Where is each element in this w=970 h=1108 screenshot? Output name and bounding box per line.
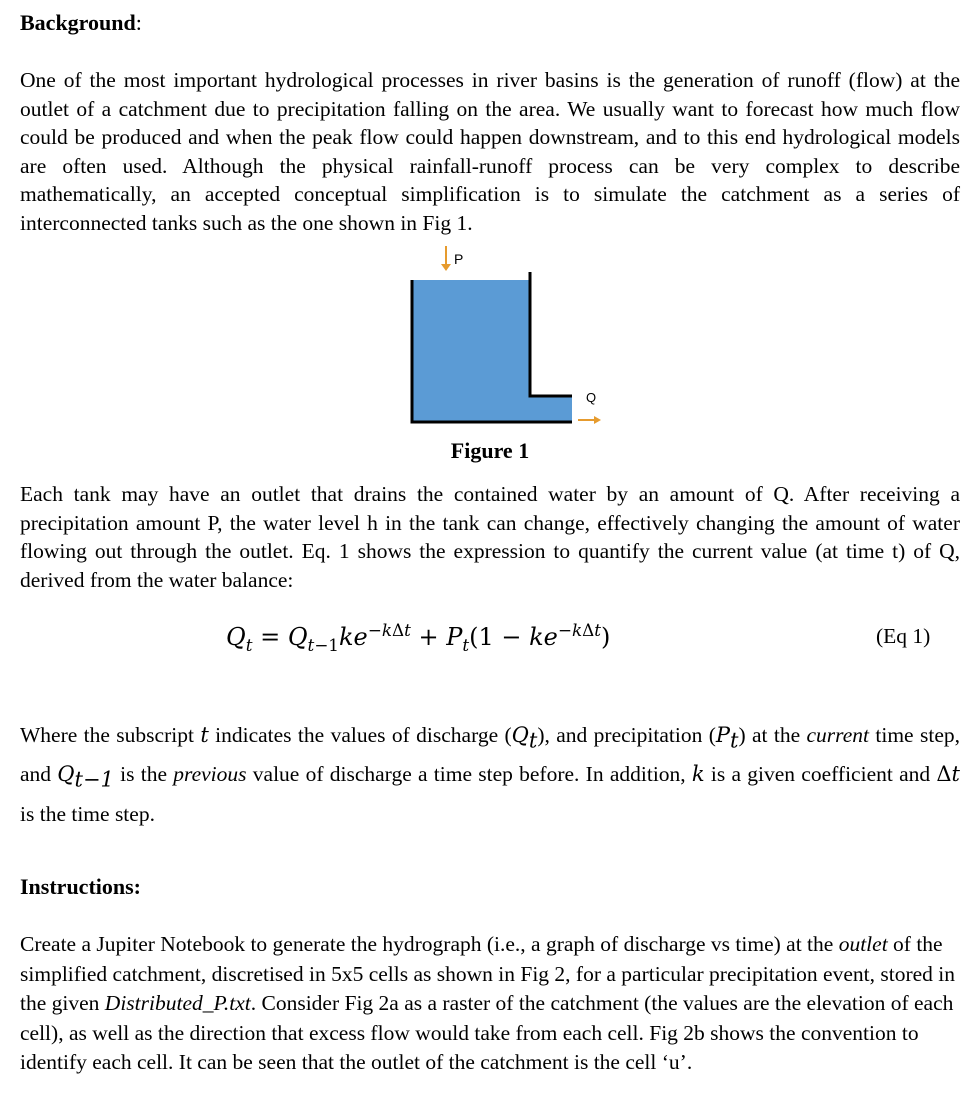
tank-wall-right (530, 272, 572, 396)
outflow-arrow-icon (578, 416, 601, 424)
instructions-paragraph: Create a Jupiter Notebook to generate the hydrograph (i.e., a graph of discharge vs time) at the outlet of the simplified catchment, discretised in 5x5 cells as shown in Fig 2, for a particular precipitation event, stored in the given Distributed_P.txt. Consider Fig 2a as a raster of the catchment (the values are the elevation of each cell), as well as the direction that excess flow would take from each cell. Fig 2b shows the convention to identify each cell. It can be seen that the outlet of the catchment is the cell ‘u’. (20, 932, 956, 1074)
equation-1: $Q_t = Q_{t-1}ke^{-k\Delta t} + P_t(1 - ke^{-k\Delta t})$ (226, 620, 611, 655)
precipitation-arrow-icon (441, 246, 451, 271)
tank-description-paragraph: Each tank may have an outlet that drains the contained water by an amount of Q. After receiving a precipitation amount P, the water level h in the tank can change, effectively changing the amount of water flowing out through the outlet. Eq. 1 shows the expression to quantify the current value (at time t) of Q, derived from the water balance: (20, 482, 960, 592)
background-paragraph: One of the most important hydrological processes in river basins is the generation of runoff (flow) at the outlet of a catchment due to precipitation falling on the area. We usually want to forecast how much flow could be produced and when the peak flow could happen downstream, and to this end hydrological models are often used. Although the physical rainfall-runoff process can be very complex to describe mathematically, an accepted conceptual simplification is to simulate the catchment as a series of interconnected tanks such as the one shown in Fig 1. (20, 68, 960, 235)
label-q: Q (586, 390, 597, 405)
equation-1-label: (Eq 1) (876, 624, 931, 648)
instructions-heading: Instructions: (20, 874, 142, 899)
equation-explanation-paragraph: Where the subscript t indicates the values of discharge $(Q_t)$, and precipitation $(P_t)$ at the current time step, and $Q_{t-1}$ is the previous value of discharge a time step before. In addition, k is a given coefficient and Δt is the time step. (20, 723, 960, 826)
tank-water (412, 280, 530, 422)
outlet-water (530, 396, 572, 422)
label-p: P (454, 251, 464, 267)
figure-1-caption: Figure 1 (450, 438, 530, 463)
background-heading: Background: (20, 10, 142, 35)
tank-diagram (360, 238, 620, 428)
